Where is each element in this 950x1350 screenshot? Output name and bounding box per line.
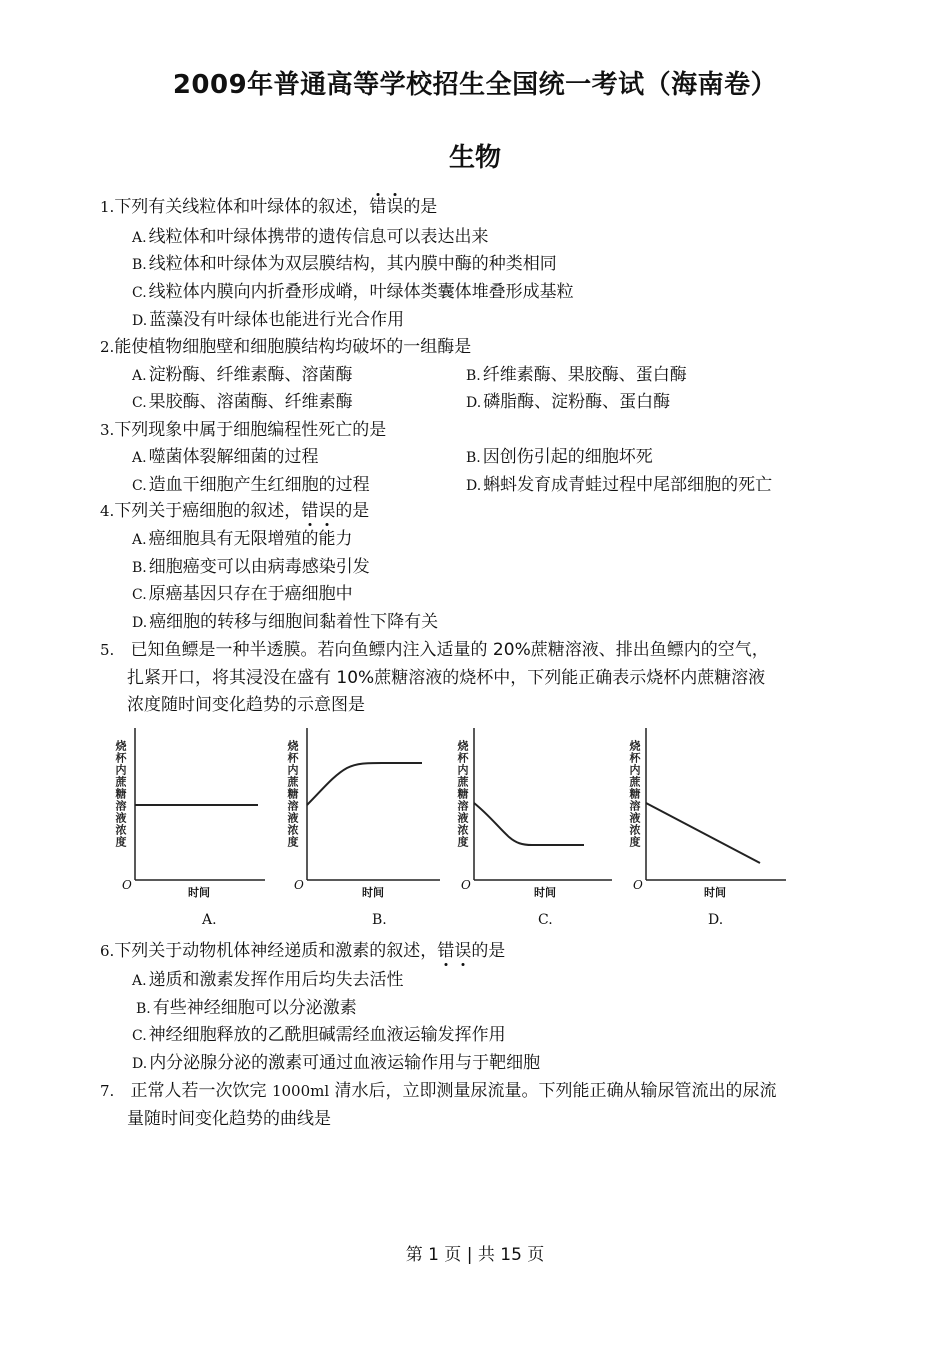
graph-c [454,720,624,935]
option-2d [466,391,670,414]
option-letter: D. [132,313,148,329]
option-letter: D. [466,478,482,494]
graph-letter: D. [708,912,724,928]
origin-label: O [122,878,132,892]
question-number: 1. [100,198,115,216]
option-letter: C. [132,395,147,411]
option-letter: D. [132,1056,148,1072]
graph-d-plot [626,720,796,935]
option-text: 内分泌腺分泌的激素可通过血液运输作用与于靶细胞 [149,1053,541,1073]
y-axis-label: 烧杯内蔗糖溶液浓度 [628,740,641,848]
stem-text: 下列现象中属于细胞编程性死亡的是 [114,420,387,440]
option-text: 线粒体和叶绿体为双层膜结构，其内膜中酶的种类相同 [148,254,557,274]
option-letter: A. [132,368,147,384]
option-text: 线粒体内膜向内折叠形成嵴，叶绿体类囊体堆叠形成基粒 [148,282,574,302]
question-4-stem [100,500,369,522]
graph-b [282,720,452,935]
stem-text: 的是 [403,197,438,217]
option-text: 原癌基因只存在于癌细胞中 [148,584,353,604]
stem-text: 下列关于动物机体神经递质和激素的叙述， [114,941,438,961]
option-letter: B. [466,368,481,384]
curve-line [646,803,760,863]
option-text: 有些神经细胞可以分泌激素 [152,998,357,1018]
question-5-line-1 [100,639,769,661]
question-2-stem [100,336,471,358]
option-letter: A. [132,450,147,466]
question-6-stem [100,940,505,962]
stem-text: 能使植物细胞壁和细胞膜结构均破坏的一组酶是 [114,337,472,357]
option-text: 癌细胞的转移与细胞间黏着性下降有关 [149,612,439,632]
stem-text: 下列关于癌细胞的叙述， [114,501,302,521]
stem-text: 正常人若一次饮完 [130,1081,272,1101]
option-text: 果胶酶、溶菌酶、纤维素酶 [148,392,353,412]
option-text: 噬菌体裂解细菌的过程 [148,447,319,467]
graph-c-plot [454,720,624,935]
question-5-line-3: 浓度随时间变化趋势的示意图是 [127,695,365,715]
graph-d [626,720,796,935]
option-text: 癌细胞具有无限增殖的能力 [148,529,353,549]
origin-label: O [633,878,643,892]
option-text: 递质和激素发挥作用后均失去活性 [148,970,404,990]
curve-line [474,803,584,845]
option-4d [132,611,438,634]
option-letter: B. [466,450,481,466]
option-2c [132,391,353,414]
stem-text: 的是 [335,501,370,521]
option-2b [466,364,687,387]
option-text: 纤维素酶、果胶酶、蛋白酶 [482,365,687,385]
subject-heading: 生物 [448,143,501,173]
option-6d [132,1052,540,1075]
option-3a [132,446,319,469]
graph-letter: C. [538,912,553,928]
option-letter: B. [132,257,147,273]
option-letter: B. [132,560,147,576]
option-letter: C. [132,478,147,494]
question-number: 5. [100,641,115,659]
question-number: 2. [100,338,115,356]
option-letter: A. [132,230,147,246]
option-6a [132,969,404,992]
option-text: 神经细胞释放的乙酰胆碱需经血液运输发挥作用 [148,1025,506,1045]
option-letter: C. [132,1028,147,1044]
option-text: 因创伤引起的细胞坏死 [482,447,653,467]
graph-a [110,720,280,935]
y-axis-label: 烧杯内蔗糖溶液浓度 [456,740,469,848]
option-4a [132,528,353,551]
origin-label: O [461,878,471,892]
option-6b [136,997,357,1020]
x-axis-label: 时间 [534,886,556,899]
question-3-stem [100,419,386,441]
option-letter: A. [132,532,147,548]
volume-value: 1000ml [271,1082,330,1100]
emphasis-char: 错 [437,941,455,961]
option-letter: D. [132,615,148,631]
x-axis-label: 时间 [188,886,210,899]
question-1-stem [100,196,437,218]
question-number: 7. [100,1082,115,1100]
page-footer: 第 1 页 | 共 15 页 [405,1245,545,1265]
option-3b [466,446,653,469]
stem-text: 清水后，立即测量尿流量。下列能正确从输尿管流出的尿流 [329,1081,777,1101]
option-text: 造血干细胞产生红细胞的过程 [148,475,370,495]
option-1b [132,253,557,276]
option-1c [132,281,574,304]
option-3c [132,474,370,497]
question-number: 4. [100,502,115,520]
emphasis-char: 误 [454,941,472,961]
curve-line [307,763,422,805]
option-2a [132,364,353,387]
emphasis-char: 错 [301,501,319,521]
option-4b [132,556,370,579]
origin-label: O [294,878,304,892]
option-6c [132,1024,506,1047]
emphasis-char: 误 [318,501,336,521]
stem-text: 下列有关线粒体和叶绿体的叙述， [114,197,370,217]
option-letter: B. [136,1001,151,1017]
option-text: 淀粉酶、纤维素酶、溶菌酶 [148,365,353,385]
x-axis-label: 时间 [704,886,726,899]
graph-a-plot [110,720,280,935]
stem-text: 的是 [471,941,506,961]
option-letter: C. [132,587,147,603]
option-letter: C. [132,285,147,301]
question-7-line-2: 量随时间变化趋势的曲线是 [127,1109,331,1129]
graph-letter: B. [372,912,387,928]
option-text: 磷脂酶、淀粉酶、蛋白酶 [483,392,671,412]
y-axis-label: 烧杯内蔗糖溶液浓度 [114,740,127,848]
question-7-line-1 [100,1080,777,1102]
option-text: 细胞癌变可以由病毒感染引发 [148,557,370,577]
question-number: 6. [100,942,115,960]
graph-b-plot [282,720,452,935]
emphasis-char: 错 [369,197,387,217]
option-1d [132,309,404,332]
option-text: 线粒体和叶绿体携带的遗传信息可以表达出来 [148,227,489,247]
option-letter: D. [466,395,482,411]
option-text: 蓝藻没有叶绿体也能进行光合作用 [149,310,405,330]
option-text: 蝌蚪发育成青蛙过程中尾部细胞的死亡 [483,475,773,495]
emphasis-char: 误 [386,197,404,217]
y-axis-label: 烧杯内蔗糖溶液浓度 [286,740,299,848]
option-letter: A. [132,973,147,989]
stem-text: 已知鱼鳔是一种半透膜。若向鱼鳔内注入适量的 20%蔗糖溶液、排出鱼鳔内的空气， [130,640,769,660]
option-4c [132,583,353,606]
answer-graphs [100,720,860,940]
question-5-line-2: 扎紧开口，将其浸没在盛有 10%蔗糖溶液的烧杯中，下列能正确表示烧杯内蔗糖溶液 [127,668,766,688]
x-axis-label: 时间 [362,886,384,899]
page-title: 2009年普通高等学校招生全国统一考试（海南卷） [172,70,778,100]
option-1a [132,226,489,249]
question-number: 3. [100,421,115,439]
graph-letter: A. [202,912,217,928]
option-3d [466,474,772,497]
